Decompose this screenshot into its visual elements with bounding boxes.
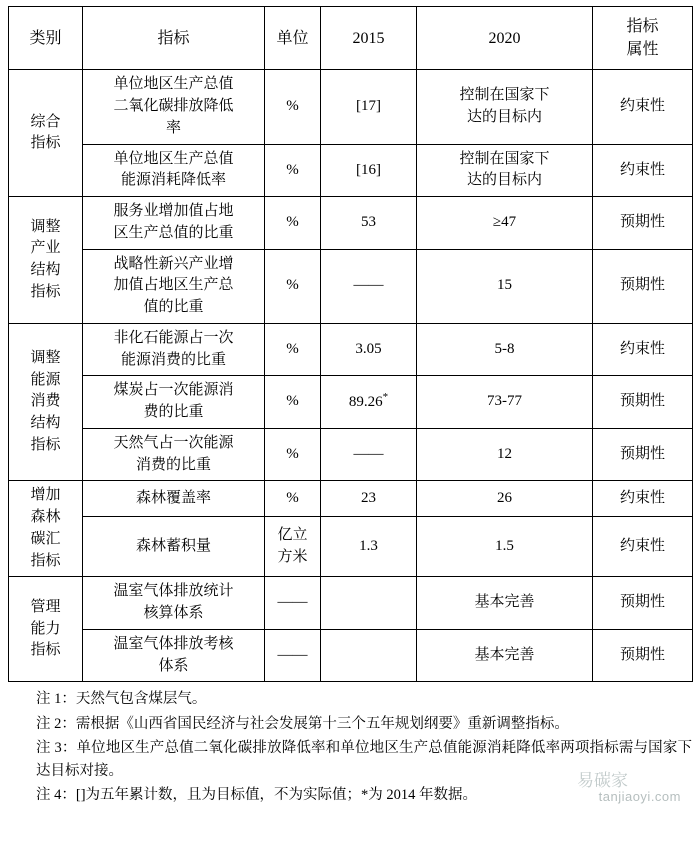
category-line: 消费: [30, 393, 61, 410]
indicator-cell: [83, 577, 265, 630]
value-2020-line: 达的目标内: [466, 172, 542, 189]
unit-cell: [265, 516, 321, 577]
indicator-cell: [83, 516, 265, 577]
category-line: 增加: [30, 487, 61, 504]
table-row: [9, 70, 693, 144]
attribute-cell: 预期性: [593, 577, 693, 630]
attribute-cell: 约束性: [593, 481, 693, 516]
attribute-cell: 约束性: [593, 70, 693, 144]
indicator-cell: [83, 70, 265, 144]
indicator-line: 森林覆盖率: [135, 489, 211, 506]
value-2020-line: 达的目标内: [466, 109, 542, 125]
unit-cell: %: [265, 481, 321, 516]
value-2015-number: 89.26: [348, 394, 383, 411]
indicator-line: 温室气体排放考核: [113, 635, 234, 652]
header-attribute-line2: 属性: [626, 41, 659, 59]
indicator-line: 单位地区生产总值: [113, 76, 234, 93]
watermark-cn-text: 易碳家: [577, 771, 628, 790]
category-line: 能源: [30, 371, 61, 388]
value-2020-cell: 基本完善: [417, 577, 593, 630]
indicator-cell: [83, 428, 265, 481]
category-line: 能力: [30, 620, 61, 637]
indicator-cell: [83, 481, 265, 516]
category-line: 指标: [30, 135, 61, 152]
value-2015-cell: [321, 577, 417, 630]
value-2020-cell: 15: [417, 249, 593, 323]
header-category: 类别: [9, 7, 83, 70]
value-2015-cell: [321, 629, 417, 682]
value-2020-cell: [417, 70, 593, 144]
value-2015-cell: 1.3: [321, 516, 417, 577]
header-attribute-line1: 指标: [626, 18, 659, 35]
table-row: [9, 197, 693, 250]
note-3: 注 3：单位地区生产总值二氧化碳排放降低率和单位地区生产总值能源消耗降低率两项指标需与国家下达目标对接。: [36, 740, 692, 779]
indicator-line: 非化石能源占一次: [113, 329, 234, 346]
table-row: [9, 323, 693, 376]
category-cell-management: [9, 577, 83, 682]
value-2020-cell: [417, 144, 593, 197]
table-notes: [8, 688, 692, 806]
indicator-line: 天然气占一次能源: [113, 434, 234, 451]
value-2015-cell: 3.05: [321, 323, 417, 376]
value-2020-cell: ≥47: [417, 197, 593, 250]
unit-cell: ——: [265, 577, 321, 630]
footnote-marker: *: [382, 391, 389, 404]
value-2020-cell: 26: [417, 481, 593, 516]
note-4: 注 4：[]为五年累计数，且为目标值，不为实际值；*为 2014 年数据。: [36, 787, 478, 804]
indicator-line: 单位地区生产总值: [113, 150, 234, 167]
category-line: 综合: [30, 113, 61, 130]
note-1: 注 1：天然气包含煤层气。: [36, 691, 207, 708]
table-row: [9, 516, 693, 577]
indicator-line: 能源消费的比重: [120, 351, 226, 368]
note-2: 注 2：需根据《山西省国民经济与社会发展第十三个五年规划纲要》重新调整指标。: [36, 715, 569, 732]
attribute-cell: 预期性: [593, 376, 693, 429]
value-2015-cell: 23: [321, 481, 417, 516]
indicator-table: [8, 6, 693, 682]
value-2020-cell: 5-8: [417, 323, 593, 376]
table-row: [9, 629, 693, 682]
unit-cell: ——: [265, 629, 321, 682]
indicator-line: 核算体系: [143, 605, 204, 622]
value-2015-cell: [321, 376, 417, 429]
category-cell-forest: [9, 481, 83, 577]
category-line: 指标: [30, 436, 61, 453]
table-header-row: [9, 7, 693, 70]
indicator-cell: [83, 197, 265, 250]
unit-cell: %: [265, 376, 321, 429]
attribute-cell: 预期性: [593, 249, 693, 323]
value-2020-cell: 73-77: [417, 376, 593, 429]
attribute-cell: 约束性: [593, 144, 693, 197]
attribute-cell: 约束性: [593, 323, 693, 376]
unit-cell: %: [265, 70, 321, 144]
indicator-line: 费的比重: [143, 404, 204, 421]
indicator-line: 煤炭占一次能源消: [113, 382, 234, 399]
category-line: 指标: [30, 642, 61, 659]
indicator-line: 值的比重: [143, 299, 204, 316]
category-line: 调整: [30, 349, 61, 366]
value-2020-line: 控制在国家下: [459, 150, 550, 167]
indicator-line: 温室气体排放统计: [113, 583, 234, 600]
unit-cell: %: [265, 323, 321, 376]
header-attribute: [593, 7, 693, 70]
value-2015-cell: ——: [321, 428, 417, 481]
value-2020-cell: 1.5: [417, 516, 593, 577]
category-cell-industry: [9, 197, 83, 324]
category-line: 森林: [30, 509, 61, 526]
category-line: 管理: [30, 598, 61, 615]
unit-cell: %: [265, 428, 321, 481]
category-line: 碳汇: [30, 530, 61, 547]
watermark-site-text: tanjiaoyi.com: [598, 789, 681, 804]
attribute-cell: 预期性: [593, 428, 693, 481]
unit-line: 亿立: [277, 526, 308, 543]
table-row: [9, 249, 693, 323]
indicator-line: 战略性新兴产业增: [113, 255, 234, 272]
table-row: [9, 428, 693, 481]
unit-cell: %: [265, 249, 321, 323]
indicator-line: 消费的比重: [135, 456, 211, 473]
table-row: [9, 577, 693, 630]
header-year-2015: 2015: [321, 7, 417, 70]
indicator-line: 森林蓄积量: [135, 537, 211, 554]
table-row: [9, 481, 693, 516]
value-2015-cell: ——: [321, 249, 417, 323]
value-2020-cell: 12: [417, 428, 593, 481]
category-line: 产业: [30, 240, 61, 257]
indicator-cell: [83, 629, 265, 682]
attribute-cell: 预期性: [593, 197, 693, 250]
category-cell-comprehensive: [9, 70, 83, 197]
category-line: 指标: [30, 283, 61, 300]
category-cell-energy: [9, 323, 83, 481]
value-2015-cell: 53: [321, 197, 417, 250]
header-year-2020: 2020: [417, 7, 593, 70]
attribute-cell: 预期性: [593, 629, 693, 682]
indicator-line: 加值占地区生产总: [113, 277, 234, 294]
header-indicator: 指标: [83, 7, 265, 70]
category-line: 结构: [30, 415, 61, 431]
category-line: 指标: [30, 552, 61, 569]
indicator-line: 体系: [158, 657, 189, 674]
indicator-cell: [83, 144, 265, 197]
unit-cell: %: [265, 144, 321, 197]
indicator-cell: [83, 376, 265, 429]
table-row: [9, 376, 693, 429]
value-2015-cell: [17]: [321, 70, 417, 144]
unit-cell: %: [265, 197, 321, 250]
indicator-line: 能源消耗降低率: [120, 172, 226, 189]
category-line: 调整: [30, 218, 61, 235]
table-row: [9, 144, 693, 197]
attribute-cell: 约束性: [593, 516, 693, 577]
indicator-line: 率: [165, 119, 181, 136]
value-2015-cell: [16]: [321, 144, 417, 197]
unit-line: 方米: [277, 548, 308, 565]
indicator-line: 区生产总值的比重: [113, 224, 234, 241]
category-line: 结构: [30, 262, 61, 278]
header-unit: 单位: [265, 7, 321, 70]
indicator-cell: [83, 323, 265, 376]
value-2020-cell: 基本完善: [417, 629, 593, 682]
indicator-line: 服务业增加值占地: [113, 203, 234, 220]
indicator-line: 二氧化碳排放降低: [113, 98, 234, 115]
value-2020-line: 控制在国家下: [459, 87, 550, 104]
indicator-cell: [83, 249, 265, 323]
